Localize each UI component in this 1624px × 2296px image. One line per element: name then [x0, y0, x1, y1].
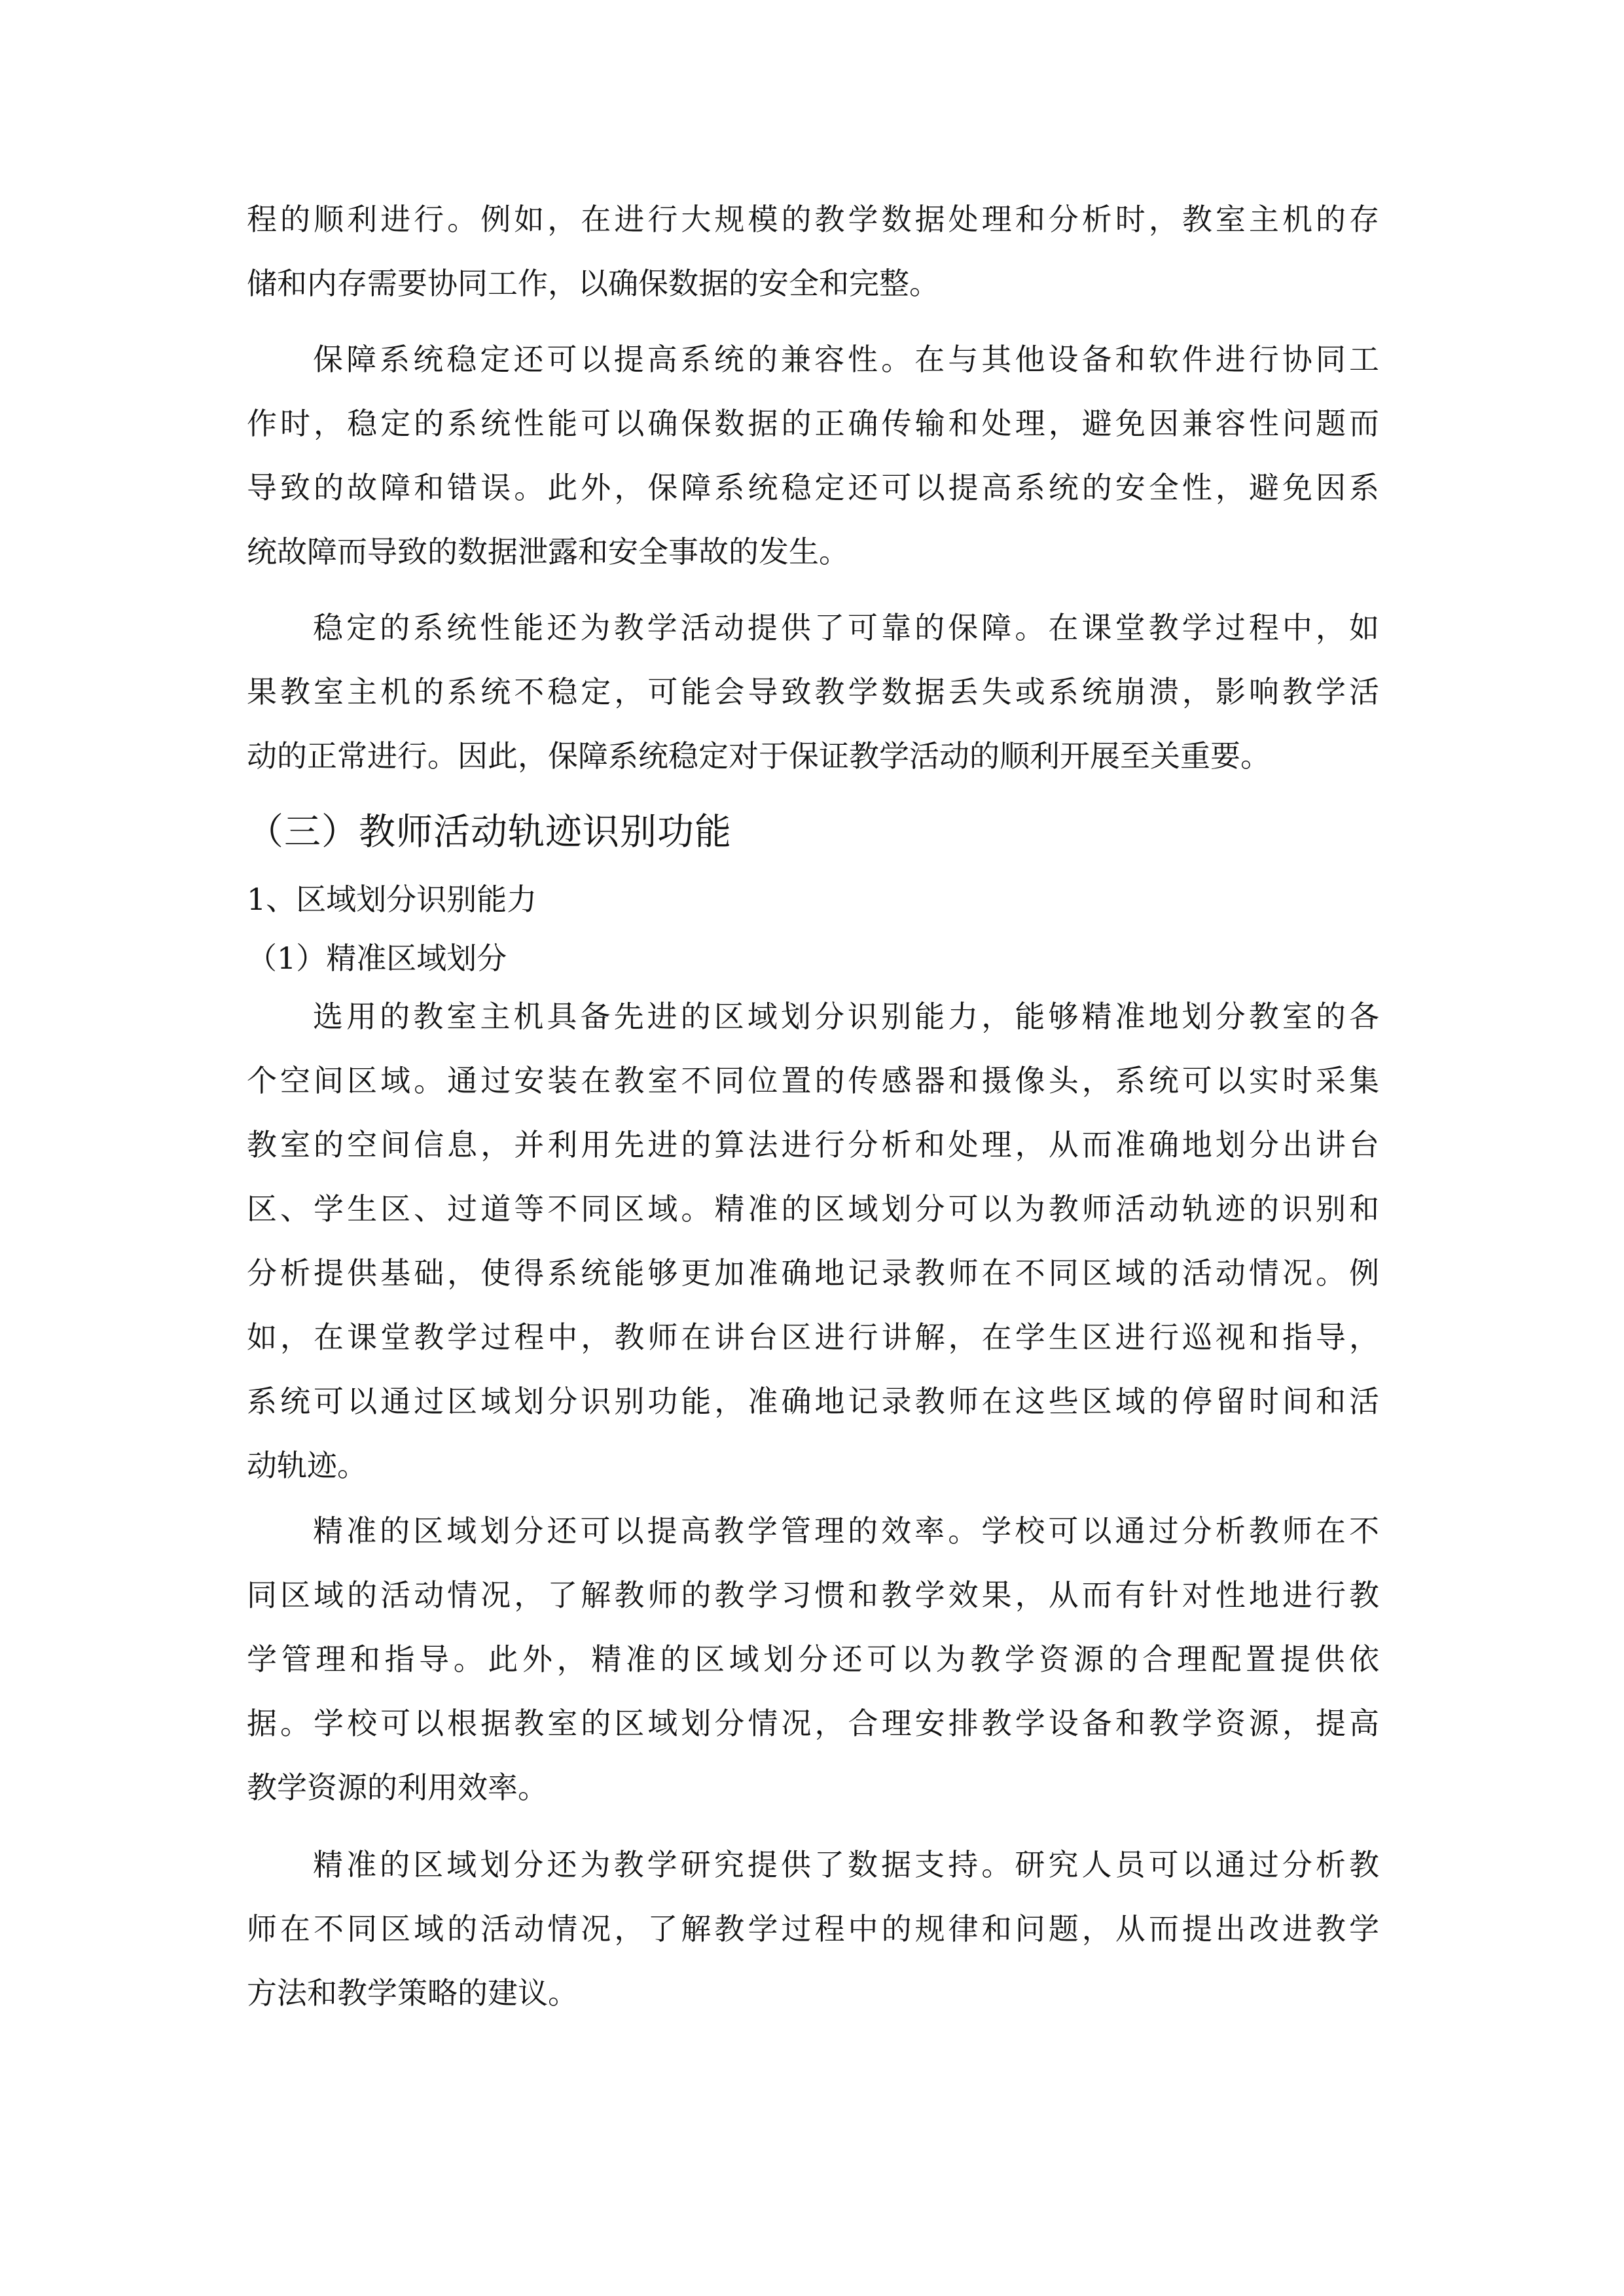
text-line: 选用的教室主机具备先进的区域划分识别能力，能够精准地划分教室的各 [313, 999, 1379, 1034]
text-line: 教学资源的利用效率。 [247, 1770, 548, 1805]
text-line: 同区域的活动情况，了解教师的教学习惯和教学效果，从而有针对性地进行教 [247, 1577, 1379, 1613]
paragraph-continuation [247, 187, 1379, 315]
subsection-heading: 1、区域划分识别能力 [247, 882, 537, 917]
text-line: 如，在课堂教学过程中，教师在讲台区进行讲解，在学生区进行巡视和指导， [247, 1319, 1379, 1355]
text-line: 导致的故障和错误。此外，保障系统稳定还可以提高系统的安全性，避免因系 [247, 470, 1379, 505]
text-line: 学管理和指导。此外，精准的区域划分还可以为教学资源的合理配置提供依 [247, 1641, 1379, 1677]
text-line: 稳定的系统性能还为教学活动提供了可靠的保障。在课堂教学过程中，如 [313, 610, 1379, 645]
section-heading: （三）教师活动轨迹识别功能 [247, 811, 732, 853]
text-line: 动轨迹。 [247, 1448, 367, 1483]
paragraph-research-support [247, 1833, 1379, 2025]
paragraph-reliability [247, 596, 1379, 788]
paragraph-compatibility [247, 327, 1379, 584]
text-line: 动的正常进行。因此，保障系统稳定对于保证教学活动的顺利开展至关重要。 [247, 738, 1271, 774]
text-line: 师在不同区域的活动情况，了解教学过程中的规律和问题，从而提出改进教学 [247, 1911, 1379, 1946]
text-line: 储和内存需要协同工作，以确保数据的安全和完整。 [247, 266, 939, 301]
text-line: 精准的区域划分还为教学研究提供了数据支持。研究人员可以通过分析教 [313, 1847, 1379, 1882]
text-line: 统故障而导致的数据泄露和安全事故的发生。 [247, 534, 849, 569]
paragraph-management-efficiency [247, 1499, 1379, 1820]
text-line: 作时，稳定的系统性能可以确保数据的正确传输和处理，避免因兼容性问题而 [247, 406, 1379, 441]
text-line: 方法和教学策略的建议。 [247, 1975, 578, 2011]
text-line: 据。学校可以根据教室的区域划分情况，合理安排教学设备和教学资源，提高 [247, 1706, 1379, 1741]
paragraph-region-division [247, 984, 1379, 1498]
text-line: 程的顺利进行。例如，在进行大规模的教学数据处理和分析时，教室主机的存 [247, 202, 1379, 237]
text-line: 教室的空间信息，并利用先进的算法进行分析和处理，从而准确地划分出讲台 [247, 1127, 1379, 1162]
text-line: 个空间区域。通过安装在教室不同位置的传感器和摄像头，系统可以实时采集 [247, 1063, 1379, 1098]
text-line: 系统可以通过区域划分识别功能，准确地记录教师在这些区域的停留时间和活 [247, 1384, 1379, 1419]
text-line: 区、学生区、过道等不同区域。精准的区域划分可以为教师活动轨迹的识别和 [247, 1191, 1379, 1227]
text-line: 精准的区域划分还可以提高教学管理的效率。学校可以通过分析教师在不 [313, 1513, 1379, 1549]
text-line: 保障系统稳定还可以提高系统的兼容性。在与其他设备和软件进行协同工 [313, 342, 1379, 377]
subsubsection-heading: （1）精准区域划分 [247, 941, 507, 976]
text-line: 果教室主机的系统不稳定，可能会导致教学数据丢失或系统崩溃，影响教学活 [247, 674, 1379, 709]
text-line: 分析提供基础，使得系统能够更加准确地记录教师在不同区域的活动情况。例 [247, 1255, 1379, 1291]
